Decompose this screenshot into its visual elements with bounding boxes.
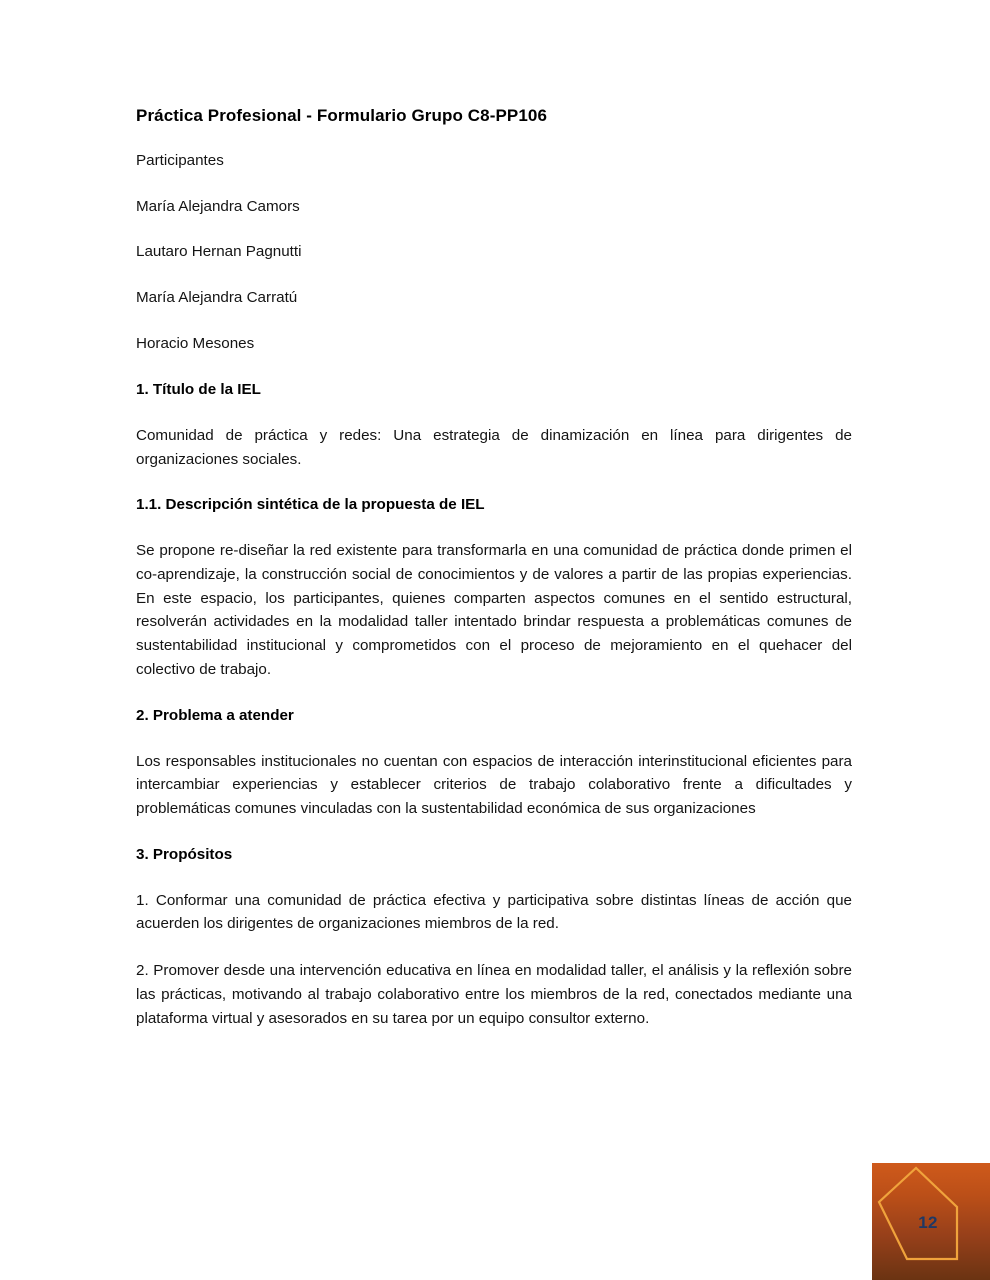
- proposito-item: 1. Conformar una comunidad de práctica efectiva y participativa sobre distintas líneas de acción que acuerden los dirigentes de organizaciones miembros de la red.: [136, 891, 852, 933]
- participant-name: Lautaro Hernan Pagnutti: [136, 243, 302, 261]
- participant-name: María Alejandra Camors: [136, 197, 300, 215]
- participant-name: Horacio Mesones: [136, 335, 255, 353]
- section-heading-propositos: 3. Propósitos: [136, 845, 233, 863]
- proposito-item: 2. Promover desde una intervención educativa en línea en modalidad taller, el análisis y la reflexión sobre las prácticas, motivando al trabajo colaborativo entre los miembros de la red, conectados mediante una plataforma virtual y asesorados en su tarea por un equipo consultor externo.: [136, 962, 852, 1027]
- document-body: [136, 105, 852, 1053]
- page-number-badge: [872, 1163, 990, 1280]
- section-body-titulo-iel: Comunidad de práctica y redes: Una estrategia de dinamización en línea para dirigentes de organizaciones sociales.: [136, 426, 852, 468]
- page-number: 12: [918, 1212, 938, 1232]
- section-heading-problema-a-atender: 2. Problema a atender: [136, 706, 294, 724]
- participant-name: María Alejandra Carratú: [136, 289, 298, 307]
- section-heading-titulo-iel: 1. Título de la IEL: [136, 380, 261, 398]
- section-body-problema-a-atender: Los responsables institucionales no cuentan con espacios de interacción interinstitucional eficientes para intercambiar experiencias y establecer criterios de trabajo colaborativo frente a dificultades y problemáticas comunes vinculadas con la sustentabilidad económica de sus organizaciones: [136, 752, 852, 817]
- page-title: Práctica Profesional - Formulario Grupo C8-PP106: [136, 106, 548, 125]
- section-heading-descripcion-sintetica: 1.1. Descripción sintética de la propuesta de IEL: [136, 496, 485, 514]
- participants-label: Participantes: [136, 151, 224, 169]
- section-body-descripcion-sintetica: Se propone re-diseñar la red existente para transformarla en una comunidad de práctica donde primen el co-aprendizaje, la construcción social de conocimientos y de valores a partir de las propias experiencias. En este espacio, los participantes, quienes comparten aspectos comunes en el sentido estructural, resolverán actividades en la modalidad taller intentado brindar respuesta a problemáticas comunes de sustentabilidad institucional y comprometidos con el proceso de mejoramiento en el quehacer del colectivo de trabajo.: [136, 542, 852, 678]
